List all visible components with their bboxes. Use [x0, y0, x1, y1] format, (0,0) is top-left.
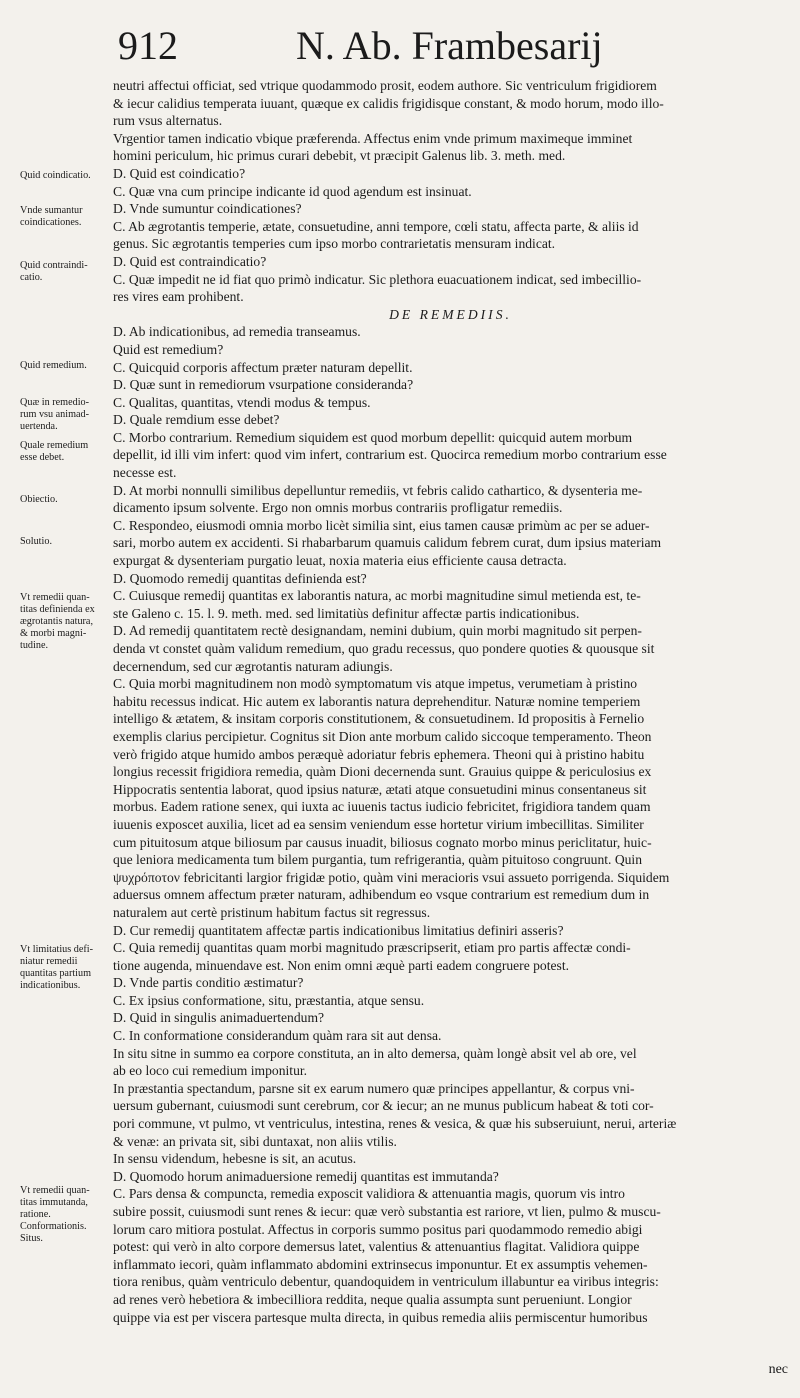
- text-line: D. Cur remedij quantitatem affectæ partis indicationibus limitatius definiri asseris?: [113, 922, 564, 938]
- text-line: D. Ad remedij quantitatem rectè designandam, nemini dubium, quin morbi magnitudo sit perpen-: [113, 623, 642, 639]
- text-line: In situ sitne in summo ea corpore constituta, an in alto demersa, quàm longè absit vel ab ore, vel: [113, 1045, 637, 1061]
- text-line: D. Quale remdium esse debet?: [113, 412, 280, 428]
- text-line: C. Ex ipsius conformatione, situ, præstantia, atque sensu.: [113, 992, 425, 1008]
- text-line: decernendum, sed cur ægrotantis naturam adiungis.: [113, 658, 393, 674]
- text-line: genus. Sic ægrotantis temperies cum ipso morbo contrarietatis mensuram indicat.: [113, 236, 556, 252]
- text-line: aduersus omnem affectum præter naturam, adhibendum eo vsque contrarium est remedium dum in: [113, 887, 650, 903]
- marginal-note-line: Quid remedium.: [20, 360, 87, 371]
- marginal-note: [20, 440, 112, 464]
- marginal-note-line: Solutio.: [20, 536, 52, 547]
- text-line: D. Quomodo horum animaduersione remedij quantitas est immutanda?: [113, 1168, 499, 1184]
- marginal-note: [20, 944, 112, 992]
- text-line: C. Quicquid corporis affectum præter naturam depellit.: [113, 359, 413, 375]
- marginal-note-line: Obiectio.: [20, 494, 58, 505]
- marginal-note-line: niatur remedii: [20, 956, 78, 967]
- text-line: C. In conformatione considerandum quàm rara sit aut densa.: [113, 1028, 442, 1044]
- text-line: C. Quia morbi magnitudinem non modò symptomatum vis atque impetus, verumetiam à pristino: [113, 676, 638, 692]
- marginal-note-line: Vt remedii quan-: [20, 1185, 90, 1196]
- text-line: In præstantia spectandum, parsne sit ex earum numero quæ principes appellantur, & corpus vni-: [113, 1080, 635, 1096]
- text-line: ψυχρόποτον febricitanti largior frigidæ potio, quàm vini meracioris vsui assueto porrigenda. Siquidem: [113, 869, 670, 885]
- text-line: In sensu videndum, hebesne is sit, an acutus.: [113, 1151, 357, 1167]
- marginal-note-line: Vt limitatius defi-: [20, 944, 93, 955]
- marginal-note-line: Vt remedii quan-: [20, 592, 90, 603]
- text-line: tione augenda, minuendave est. Non enim omni æquè parti eadem congruere potest.: [113, 957, 570, 973]
- text-line: C. Quæ impedit ne id fiat quo primò indicatur. Sic plethora euacuationem indicat, sed imbecillio-: [113, 271, 642, 287]
- marginal-note-line: esse debet.: [20, 452, 65, 463]
- text-line: necesse est.: [113, 465, 177, 481]
- text-line: C. Respondeo, eiusmodi omnia morbo licèt similia sint, eius tamen causæ primùm ac per se aduer-: [113, 517, 650, 533]
- marginal-note: [20, 592, 112, 652]
- marginal-note-line: Quæ in remedio-: [20, 397, 90, 408]
- text-line: C. Morbo contrarium. Remedium siquidem est quod morbum depellit: quicquid autem morbum: [113, 429, 633, 445]
- marginal-note-line: Quid coindicatio.: [20, 170, 91, 181]
- marginal-note-line: Quale remedium: [20, 440, 89, 451]
- marginal-note-line: & morbi magni-: [20, 628, 87, 639]
- text-line: ste Galeno c. 15. l. 9. meth. med. sed limitatiùs definitur affectæ partis indicationibus.: [113, 605, 580, 621]
- marginal-note-line: tudine.: [20, 640, 49, 651]
- text-line: potest: qui verò in alto corpore demersus latet, valentius & attenuantius flagitat. Validiora quippe: [113, 1239, 640, 1255]
- marginal-note-line: Situs.: [20, 1233, 43, 1244]
- text-line: neutri affectui officiat, sed vtrique quodammodo prosit, eodem authore. Sic ventriculum frigidiorem: [113, 78, 657, 93]
- marginal-note: [20, 360, 112, 372]
- text-line: naturalem aut certè pristinum habitum factus sit regressus.: [113, 904, 431, 920]
- text-line: longius recessit frigidiora remedia, quàm Dioni decernenda sunt. Grauius quippe & periculosius ex: [113, 764, 652, 780]
- catchword: nec: [768, 1362, 788, 1377]
- text-line: tiora renibus, quàm ventriculo debentur, quandoquidem in ventriculum illabuntur ea viribus integris:: [113, 1274, 659, 1290]
- text-line: expurgat & dysenteriam purgatio leuat, noxia materia eius efficiente causa detracta.: [113, 553, 567, 569]
- marginal-note-line: titas definienda ex: [20, 604, 95, 615]
- text-line: Quid est remedium?: [113, 341, 224, 357]
- marginal-note-line: ratione.: [20, 1209, 51, 1220]
- text-line: D. Quid in singulis animaduertendum?: [113, 1010, 325, 1026]
- text-line: que leniora medicamenta tum bilem purgantia, tum refrigerantia, quàm pituitoso congruunt. Quin: [113, 852, 643, 868]
- text-line: & venæ: an privata sit, sibi duntaxat, non aliis vtilis.: [113, 1133, 397, 1149]
- text-line: ad renes verò hebetiora & imbecilliora reddita, neque qualia assumpta sunt perueniunt. Longior: [113, 1291, 632, 1307]
- text-line: D. Ab indicationibus, ad remedia transeamus.: [113, 324, 361, 340]
- marginal-note-line: Conformationis.: [20, 1221, 87, 1232]
- marginal-note: [20, 170, 112, 182]
- text-line: iuuenis exposcet auxilia, licet ad ea sensim veniendum esse hortetur virium imbecillitas. Similiter: [113, 816, 644, 832]
- marginal-note-line: catio.: [20, 272, 43, 283]
- text-line: subire possit, cuiusmodi sunt renes & iecur: quæ verò substantia est rariore, vt lien, pulmo & muscu-: [113, 1204, 661, 1219]
- text-line: denda vt constet quàm validum remedium, quo gradu recessus, quo pondere quoties & quousque sit: [113, 641, 655, 656]
- text-line: habitu recessus indicat. Hic autem ex laborantis natura deprehenditur. Naturæ nomine temperiem: [113, 693, 641, 709]
- text-line: lorum caro mitiora postulat. Affectus in corporis summo positus pari quodammodo remedio abigi: [113, 1221, 643, 1237]
- marginal-note: [20, 260, 112, 284]
- marginal-note-line: ægrotantis natura,: [20, 616, 93, 627]
- marginal-note-line: uertenda.: [20, 421, 58, 432]
- text-line: C. Ab ægrotantis temperie, ætate, consuetudine, anni tempore, cœli statu, affecta parte, & aliis id: [113, 218, 639, 234]
- text-line: C. Pars densa & compuncta, remedia exposcit validiora & attenuantia magis, quorum vis intro: [113, 1186, 625, 1202]
- text-line: D. Vnde sumuntur coindicationes?: [113, 201, 302, 217]
- text-line: morbus. Eadem ratione senex, qui iuxta ac iuuenis tactus iudicio febricitet, frigidiora tandem quam: [113, 799, 651, 815]
- text-line: & iecur calidius temperata iuuant, quæque ex calidis frigidisque constant, & modo horum, modo illo-: [113, 95, 664, 111]
- text-line: D. Quæ sunt in remediorum vsurpatione consideranda?: [113, 377, 414, 393]
- text-line: rum vsus alternatus.: [113, 113, 223, 129]
- text-line: pori commune, vt pulmo, vt ventriculus, intestina, renes & vesica, & quæ his subseruiunt, nerui, arteriæ: [113, 1116, 677, 1132]
- text-line: D. At morbi nonnulli similibus depelluntur remediis, vt febris calido cathartico, & dysenteria me-: [113, 482, 643, 498]
- marginal-note-line: coindicationes.: [20, 217, 82, 228]
- section-heading: DE REMEDIIS.: [389, 306, 512, 322]
- text-line: C. Qualitas, quantitas, vtendi modus & tempus.: [113, 394, 371, 410]
- page-number: 912: [118, 23, 178, 68]
- text-line: cum pituitosum atque biliosum par causus inuadit, biliosus cognato morbo minus periclitatur, huic-: [113, 834, 652, 850]
- running-title: N. Ab. Frambesarij: [296, 23, 603, 68]
- text-line: depellit, id illi vim infert: quod vim infert, contrarium est. Quocirca remedium morbo contrarium esse: [113, 447, 667, 463]
- text-line: D. Quid est contraindicatio?: [113, 253, 267, 269]
- text-line: C. Quæ vna cum principe indicante id quod agendum est insinuat.: [113, 183, 472, 199]
- text-line: uersum gubernant, cuiusmodi sunt cerebrum, cor & iecur; an ne munus publicum habeat & toti cor-: [113, 1098, 654, 1114]
- text-line: C. Quia remedij quantitas quam morbi magnitudo præscripserit, etiam pro partis affectæ condi-: [113, 940, 631, 956]
- text-line: Vrgentior tamen indicatio vbique præferenda. Affectus enim vnde primum maximeque imminet: [113, 130, 633, 146]
- text-line: D. Quid est coindicatio?: [113, 165, 246, 181]
- text-line: C. Cuiusque remedij quantitas ex laborantis natura, ac morbi magnitudine simul metienda est, te-: [113, 588, 641, 604]
- main-text-block: [113, 77, 788, 1326]
- text-line: ab eo loco cui remedium imponitur.: [113, 1063, 308, 1079]
- text-line: quippe via est per viscera partesque multa directa, in quibus remedia aliis permiscentur humoribus: [113, 1309, 648, 1325]
- marginal-note-line: Vnde sumantur: [20, 205, 83, 216]
- text-line: res vires eam prohibent.: [113, 289, 244, 305]
- marginal-note: [20, 494, 112, 506]
- text-line: D. Quomodo remedij quantitas definienda est?: [113, 570, 367, 586]
- marginal-note-line: rum vsu animad-: [20, 409, 90, 420]
- text-line: dicamento ipsum solvente. Ergo non omnis morbus contrariis profligatur remediis.: [113, 500, 563, 516]
- marginal-note-line: quantitas partium: [20, 968, 92, 979]
- marginal-note: [20, 205, 112, 229]
- marginal-note-line: indicationibus.: [20, 980, 81, 991]
- text-line: inflammato iecori, quàm inflammato abdomini extrinsecus imponuntur. Et ex assumptis vehemen-: [113, 1256, 648, 1272]
- text-line: D. Vnde partis conditio æstimatur?: [113, 975, 304, 991]
- marginal-note: [20, 1185, 112, 1245]
- text-line: Hippocratis sententia laborat, quod ipsius naturæ, ætati atque consuetudini minus consentaneus sit: [113, 781, 647, 797]
- text-line: intelligo & ætatem, & insitam corporis constitutionem, & consuetudinem. Id propositis à Fernelio: [113, 711, 645, 727]
- marginal-note: [20, 536, 112, 548]
- text-line: exemplis clarius percipietur. Cognitus sit Dion ante morbum calido siccoque temperamento. Theon: [113, 728, 652, 744]
- marginal-note-line: Quid contraindi-: [20, 260, 88, 271]
- text-line: homini periculum, hic primus curari debebit, vt præcipit Galenus lib. 3. meth. med.: [113, 148, 566, 164]
- marginal-note: [20, 397, 112, 433]
- text-line: verò frigido atque humido ambos peræquè adoriatur febris ephemera. Theoni qui à pristino habitu: [113, 746, 645, 762]
- marginal-note-line: titas immutanda,: [20, 1197, 88, 1208]
- page-header: [118, 22, 778, 72]
- text-line: sari, morbo autem ex accidenti. Si rhabarbarum quamuis calidum febrem curat, dum ipsius materiam: [113, 535, 662, 551]
